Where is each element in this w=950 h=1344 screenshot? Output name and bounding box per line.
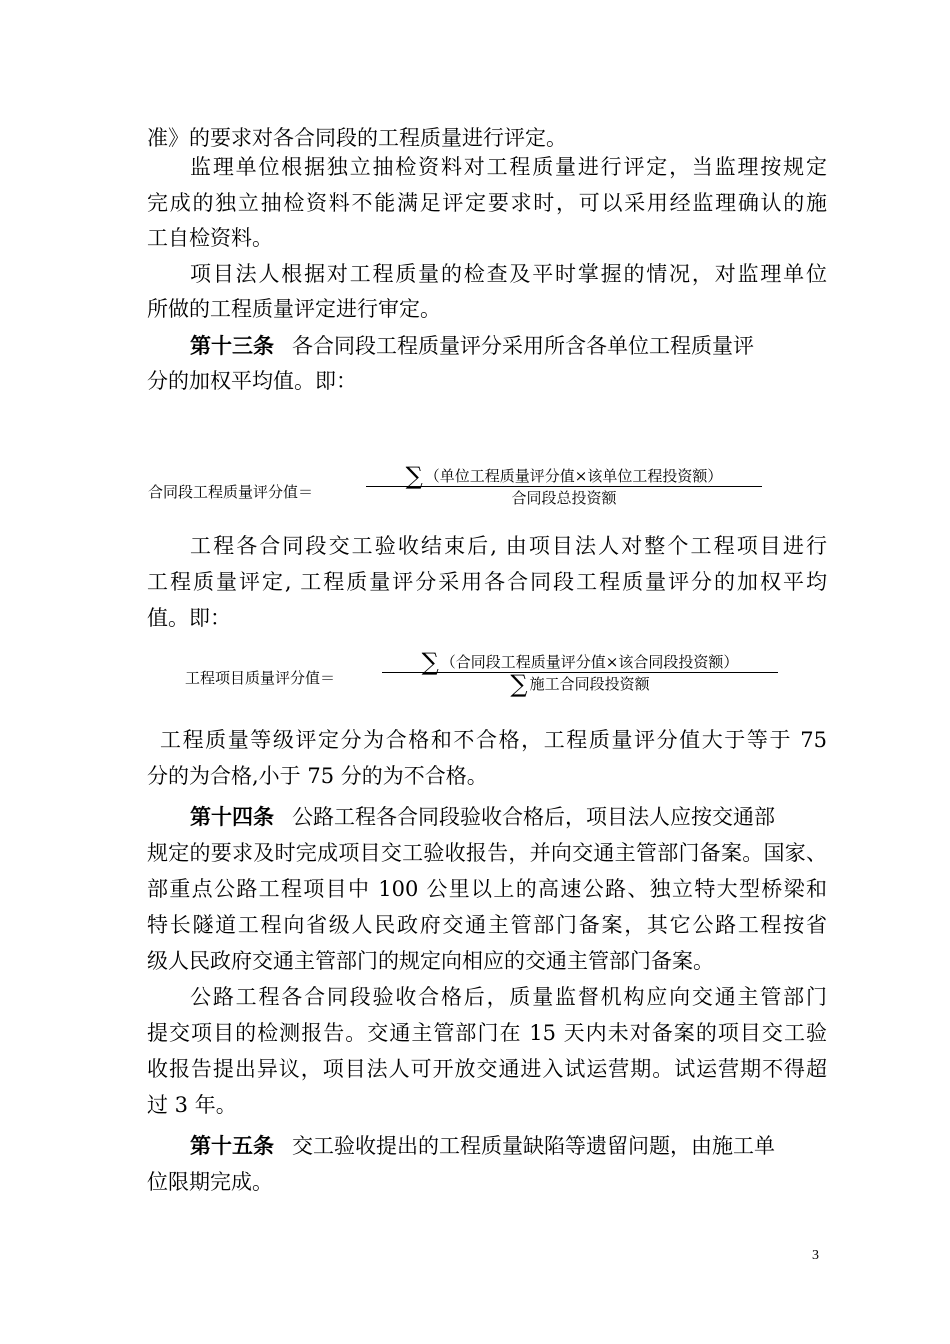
paragraph-line: 收报告提出异议，项目法人可开放交通进入试运营期。试运营期不得超 [147,1057,827,1081]
formula-denominator: ∑ 施工合同段投资额 [382,672,778,694]
paragraph-line: 工自检资料。 [147,226,273,250]
formula-contract-section-score [148,462,788,522]
paragraph-line: 项目法人根据对工程质量的检查及平时掌握的情况，对监理单位 [190,262,827,286]
article-heading: 第十三条 [190,333,274,358]
formula-label: 合同段工程质量评分值＝ [148,483,314,501]
paragraph-line: 分的加权平均值。即： [147,369,357,393]
paragraph-line: 提交项目的检测报告。交通主管部门在 15 天内未对备案的项目交工验 [147,1021,827,1045]
article-text: 交工验收提出的工程质量缺陷等遗留问题，由施工单 [292,1134,775,1158]
paragraph-line: 位限期完成。 [147,1170,273,1194]
paragraph-line: 准》的要求对各合同段的工程质量进行评定。 [147,126,567,150]
paragraph-line: 级人民政府交通主管部门的规定向相应的交通主管部门备案。 [147,949,714,973]
paragraph-line: 工程各合同段交工验收结束后, 由项目法人对整个工程项目进行 [190,534,827,558]
formula-denominator: 合同段总投资额 [366,486,762,508]
sigma-symbol: ∑ [405,462,423,490]
sigma-symbol: ∑ [421,648,439,676]
formula-project-score [185,650,805,710]
paragraph-line: 分的为合格,小于 75 分的为不合格。 [147,764,488,788]
article-text: 各合同段工程质量评分采用所含各单位工程质量评 [292,334,754,358]
paragraph-line: 工程质量评定, 工程质量评分采用各合同段工程质量评分的加权平均 [147,570,827,594]
paragraph-line: 工程质量等级评定分为合格和不合格，工程质量评分值大于等于 75 [160,728,827,752]
article-heading: 第十四条 [190,804,274,829]
article-heading: 第十五条 [190,1133,274,1158]
page-number: 3 [812,1248,819,1263]
formula-numerator: ∑ （单位工程质量评分值×该单位工程投资额） [405,462,723,490]
paragraph-line: 部重点公路工程项目中 100 公里以上的高速公路、独立特大型桥梁和 [147,877,827,901]
sigma-symbol: ∑ [510,670,528,698]
formula-numerator: ∑ （合同段工程质量评分值×该合同段投资额） [421,648,739,676]
article-text: 公路工程各合同段验收合格后，项目法人应按交通部 [292,805,775,829]
article-line [190,802,827,832]
article-line [190,1131,827,1161]
formula-fraction [366,462,762,508]
paragraph-line: 监理单位根据独立抽检资料对工程质量进行评定，当监理按规定 [190,155,827,179]
paragraph-line: 特长隧道工程向省级人民政府交通主管部门备案，其它公路工程按省 [147,913,827,937]
article-line [190,331,827,361]
formula-label: 工程项目质量评分值＝ [185,669,336,687]
paragraph-line: 规定的要求及时完成项目交工验收报告，并向交通主管部门备案。国家、 [147,841,827,865]
paragraph-line: 所做的工程质量评定进行审定。 [147,297,441,321]
formula-fraction [382,648,778,698]
paragraph-line: 过 3 年。 [147,1093,237,1117]
paragraph-line: 公路工程各合同段验收合格后，质量监督机构应向交通主管部门 [190,985,827,1009]
paragraph-line: 值。即： [147,606,231,630]
paragraph-line: 完成的独立抽检资料不能满足评定要求时，可以采用经监理确认的施 [147,191,827,215]
